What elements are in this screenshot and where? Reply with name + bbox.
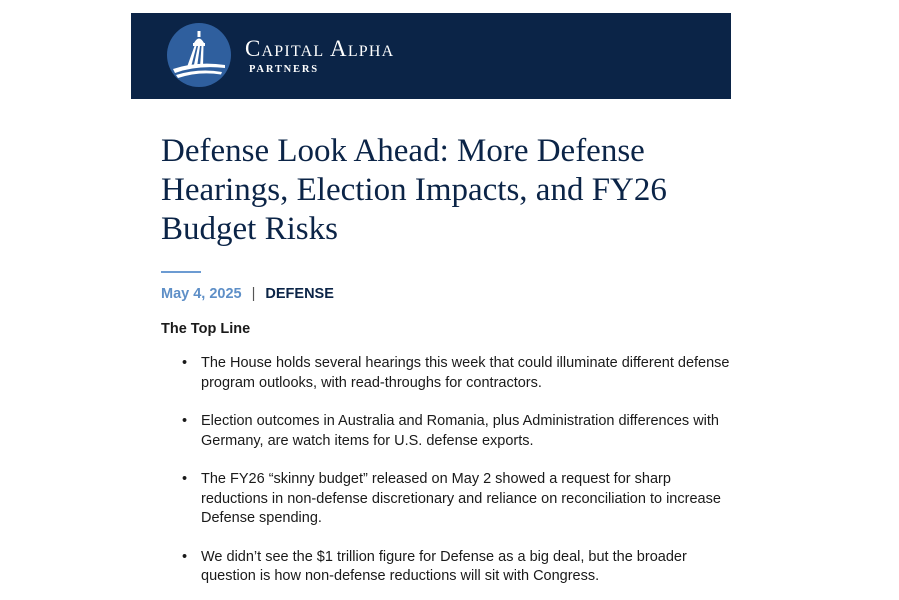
list-item xyxy=(161,354,733,393)
capitol-dome-icon xyxy=(167,23,231,87)
category-tag[interactable]: DEFENSE xyxy=(265,286,334,302)
list-item xyxy=(161,470,733,529)
bullet-dot-icon: • xyxy=(182,548,188,565)
article-meta xyxy=(161,285,334,303)
list-item-text: The House holds several hearings this week that could illuminate different defense program outlooks, with read-throughs for contractors. xyxy=(201,355,730,391)
list-item-text: We didn’t see the $1 trillion figure for Defense as a big deal, but the broader question is how non-defense reductions will sit with Congress. xyxy=(201,548,687,584)
bullet-dot-icon: • xyxy=(182,413,188,429)
meta-separator: | xyxy=(251,286,256,302)
brand-name: Capital Alpha xyxy=(245,36,395,61)
list-item-text: The FY26 “skinny budget” released on May 2 showed a request for sharp reductions in non-defense discretionary and reliance on reconciliation to increase Defense spending. xyxy=(201,471,721,526)
publish-date: May 4, 2025 xyxy=(161,286,242,302)
brand-subtitle: PARTNERS xyxy=(249,64,319,75)
list-item xyxy=(161,548,733,587)
title-divider xyxy=(161,271,201,273)
article-title: Defense Look Ahead: More Defense Hearings, Election Impacts, and FY26 Budget Risks xyxy=(161,133,667,247)
list-item-text: Election outcomes in Australia and Romania, plus Administration differences with Germany, are watch items for U.S. defense exports. xyxy=(201,413,719,449)
list-item xyxy=(161,412,733,451)
section-heading: The Top Line xyxy=(161,321,251,337)
top-line-list xyxy=(161,354,733,600)
masthead-banner xyxy=(131,13,731,99)
bullet-dot-icon: • xyxy=(182,471,188,487)
bullet-dot-icon: • xyxy=(182,355,188,371)
